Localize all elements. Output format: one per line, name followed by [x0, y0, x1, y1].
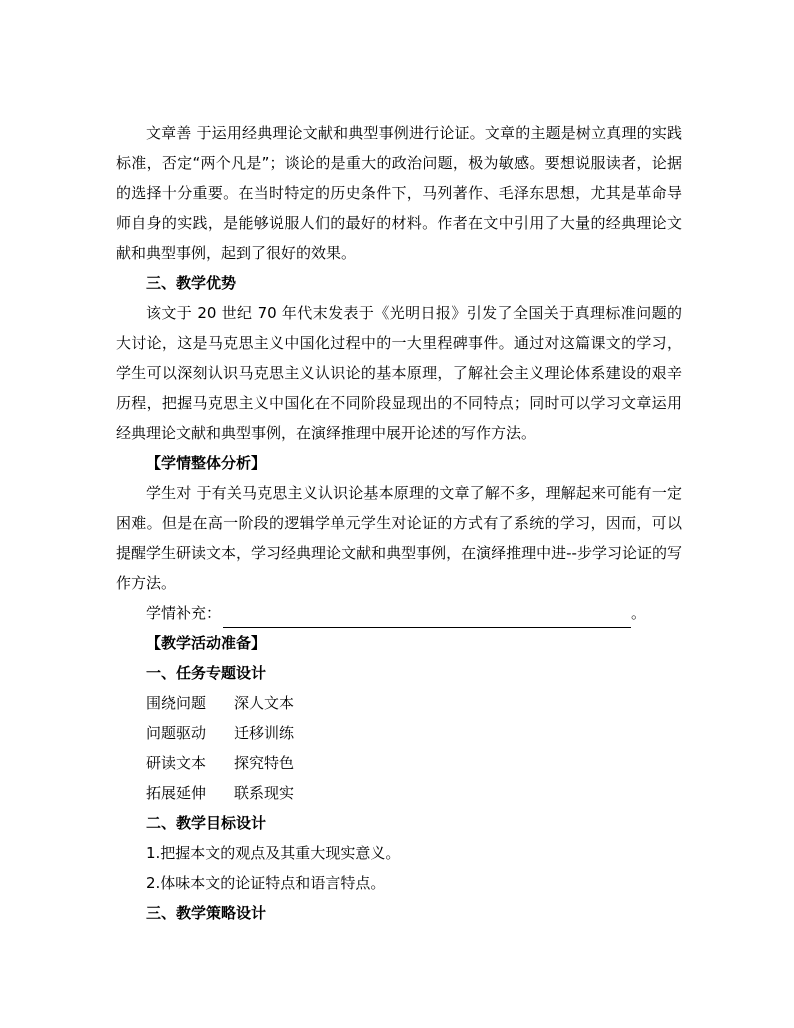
- task-item: 深人文本: [234, 694, 295, 712]
- task-item: 研读文本: [146, 754, 207, 772]
- heading-student-analysis: 【学情整体分析】: [146, 454, 267, 472]
- task-item: 联系现实: [234, 784, 295, 802]
- goal-item: 1.把握本文的观点及其重大现实意义。: [146, 844, 401, 862]
- heading-teaching-advantage: 三、教学优势: [146, 274, 237, 292]
- heading-activity-prep: 【教学活动准备】: [146, 634, 267, 652]
- task-row: [116, 778, 682, 808]
- heading-strategy-design: 三、教学策略设计: [146, 904, 267, 922]
- goal-item: 2.体味本文的论证特点和语言特点。: [146, 874, 386, 892]
- paragraph-student-analysis: 学生对 于有关马克思主义认识论基本原理的文章了解不多，理解起来可能有一定困难。但是在高一阶段的逻辑学单元学生对论证的方式有了系统的学习，因而，可以提醒学生研读文本，学习经典理论文献和典型事例，在演绎推理中进--步学习论证的写作方法。: [116, 484, 682, 592]
- document-body: [116, 118, 682, 928]
- task-row: [116, 748, 682, 778]
- task-row: [116, 718, 682, 748]
- heading-goal-design: 二、教学目标设计: [146, 814, 267, 832]
- task-item: 围绕问题: [146, 694, 207, 712]
- task-row: [116, 688, 682, 718]
- supplement-end: 。: [631, 604, 647, 622]
- supplement-fill-line[interactable]: [223, 606, 631, 628]
- supplement-row: [116, 598, 682, 628]
- paragraph-advantage: 该文于 20 世纪 70 年代末发表于《光明日报》引发了全国关于真理标准问题的大讨论，这是马克思主义中国化过程中的一大里程碑事件。通过对这篇课文的学习，学生可以深刻认识马克思主义认识论的基本原理，了解社会主义理论体系建设的艰辛历程，把握马克思主义中国化在不同阶段显现出的不同特点；同时可以学习文章运用经典理论文献和典型事例，在演绎推理中展开论述的写作方法。: [116, 304, 682, 442]
- task-item: 迁移训练: [234, 724, 295, 742]
- task-item: 问题驱动: [146, 724, 207, 742]
- task-item: 探究特色: [234, 754, 295, 772]
- heading-task-design: 一、任务专题设计: [146, 664, 267, 682]
- supplement-label: 学情补充：: [146, 604, 222, 622]
- task-item: 拓展延伸: [146, 784, 207, 802]
- paragraph-argument: 文章善 于运用经典理论文献和典型事例进行论证。文章的主题是树立真理的实践标准，否定“两个凡是”；谈论的是重大的政治问题，极为敏感。要想说服读者，论据的选择十分重要。在当时特定的历史条件下，马列著作、毛泽东思想，尤其是革命导师自身的实践，是能够说服人们的最好的材料。作者在文中引用了大量的经典理论文献和典型事例，起到了很好的效果。: [116, 124, 682, 262]
